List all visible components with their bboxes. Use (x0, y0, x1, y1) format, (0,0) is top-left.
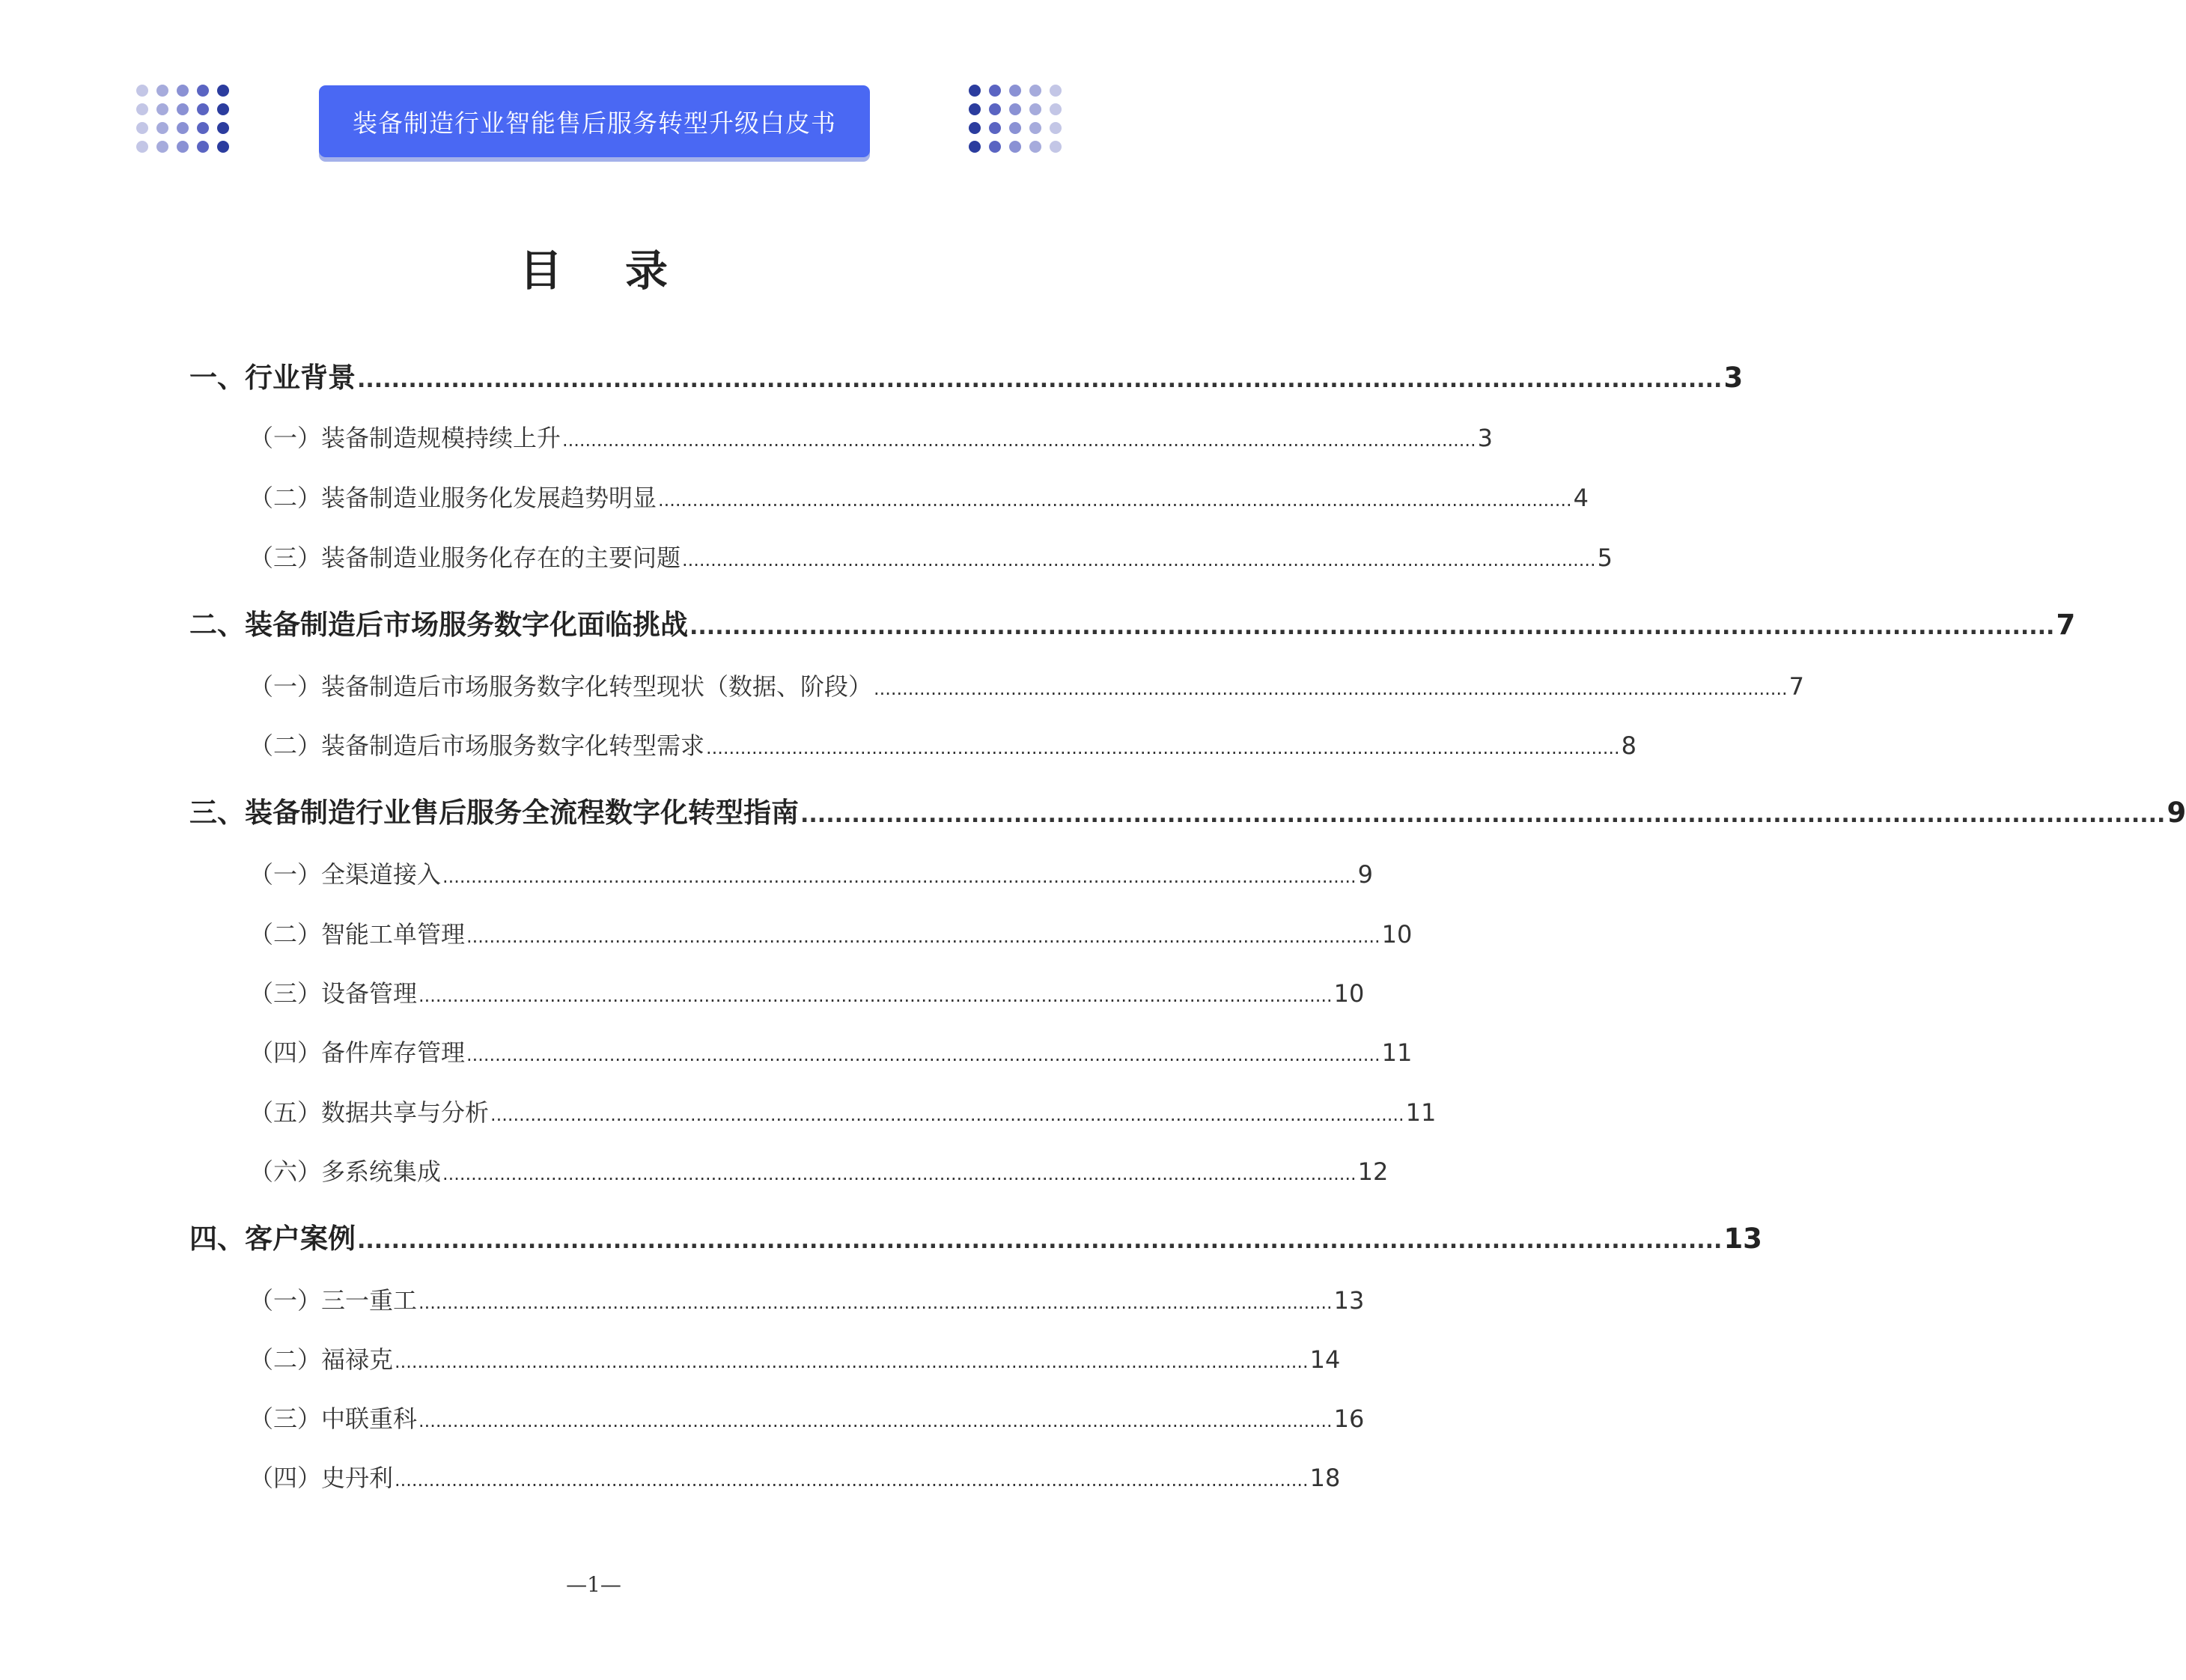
toc-entry-title: （二）福禄克 (249, 1345, 394, 1374)
toc-entry-section[interactable] (249, 668, 1804, 702)
toc-entry-title: 一、行业背景 (189, 362, 356, 394)
toc-entry-page: 10 (1381, 920, 1413, 949)
toc-dot-leader: ................................................................................................................................................................ (658, 490, 1572, 511)
toc-entry-page: 3 (1477, 424, 1493, 452)
toc-dot-leader: ................................................................................................................................................................ (800, 802, 2166, 828)
toc-entry-title: （三）装备制造业服务化存在的主要问题 (249, 544, 681, 572)
toc-dot-leader: ................................................................................................................................................................ (418, 1410, 1333, 1431)
toc-entry-page: 12 (1357, 1157, 1389, 1186)
toc-entry-section[interactable] (249, 1400, 1365, 1434)
toc-dot-leader: ................................................................................................................................................................ (418, 1292, 1333, 1313)
toc-entry-title: 三、装备制造行业售后服务全流程数字化转型指南 (189, 797, 799, 829)
toc-entry-title: （三）设备管理 (249, 979, 418, 1008)
toc-entry-page: 11 (1405, 1098, 1437, 1127)
toc-dot-leader: ................................................................................................................................................................ (357, 1228, 1723, 1254)
toc-dot-leader: ................................................................................................................................................................ (689, 614, 2055, 640)
toc-entry-section[interactable] (249, 1034, 1413, 1068)
page-number: —1— (566, 1572, 621, 1597)
toc-entry-page: 4 (1573, 484, 1589, 512)
toc-entry-title: 四、客户案例 (189, 1223, 356, 1255)
toc-entry-title: （一）装备制造后市场服务数字化转型现状（数据、阶段） (249, 672, 873, 701)
toc-entry-section[interactable] (249, 419, 1493, 454)
toc-entry-title: （四）备件库存管理 (249, 1038, 466, 1067)
toc-dot-leader: ................................................................................................................................................................ (490, 1104, 1404, 1125)
toc-entry-page: 13 (1333, 1286, 1365, 1315)
toc-entry-section[interactable] (249, 1153, 1389, 1187)
document-title: 装备制造行业智能售后服务转型升级白皮书 (353, 108, 836, 138)
toc-dot-leader: ................................................................................................................................................................ (418, 985, 1333, 1006)
toc-entry-page: 7 (1788, 672, 1804, 701)
toc-entry-page: 9 (2167, 797, 2186, 829)
toc-entry-page: 5 (1597, 544, 1613, 572)
toc-entry-section[interactable] (249, 916, 1413, 950)
toc-dot-leader: ................................................................................................................................................................ (682, 550, 1596, 570)
toc-dot-leader: ................................................................................................................................................................ (466, 1044, 1380, 1065)
toc-entry-title: （三）中联重科 (249, 1404, 418, 1433)
toc-dot-leader: ................................................................................................................................................................ (706, 737, 1620, 758)
toc-entry-page: 10 (1333, 979, 1365, 1008)
toc-entry-title: （一）三一重工 (249, 1286, 418, 1315)
toc-entry-page: 16 (1333, 1404, 1365, 1433)
toc-entry-section[interactable] (249, 539, 1613, 573)
toc-entry-page: 18 (1309, 1464, 1341, 1492)
toc-heading-char: 录 (625, 246, 668, 296)
toc-entry-title: （二）智能工单管理 (249, 920, 466, 949)
toc-entry-title: （二）装备制造后市场服务数字化转型需求 (249, 731, 705, 760)
toc-entry-page: 3 (1723, 362, 1744, 394)
toc-entry-title: （一）装备制造规模持续上升 (249, 424, 561, 452)
toc-dot-leader: ................................................................................................................................................................ (395, 1470, 1309, 1491)
toc-entry-chapter[interactable] (189, 602, 2076, 642)
toc-entry-title: （五）数据共享与分析 (249, 1098, 490, 1127)
toc-entry-page: 14 (1309, 1345, 1341, 1374)
toc-entry-section[interactable] (249, 1094, 1437, 1128)
toc-heading-char: 目 (520, 246, 562, 296)
toc-dot-leader: ................................................................................................................................................................ (874, 678, 1788, 699)
toc-entry-page: 7 (2056, 609, 2076, 641)
toc-dot-leader: ................................................................................................................................................................ (357, 367, 1723, 393)
toc-entry-section[interactable] (249, 856, 1373, 890)
toc-dot-leader: ................................................................................................................................................................ (395, 1351, 1309, 1372)
toc-entry-section[interactable] (249, 975, 1365, 1009)
toc-entry-title: （二）装备制造业服务化发展趋势明显 (249, 484, 657, 512)
toc-entry-section[interactable] (249, 1282, 1365, 1316)
toc-dot-leader: ................................................................................................................................................................ (442, 866, 1357, 887)
toc-entry-page: 11 (1381, 1038, 1413, 1067)
toc-dot-leader: ................................................................................................................................................................ (442, 1163, 1357, 1184)
toc-entry-title: （一）全渠道接入 (249, 860, 442, 889)
toc-entry-section[interactable] (249, 1341, 1341, 1375)
toc-entry-section[interactable] (249, 479, 1589, 514)
toc-entry-title: （四）史丹利 (249, 1464, 394, 1492)
toc-entry-chapter[interactable] (189, 355, 1744, 395)
toc-dot-leader: ................................................................................................................................................................ (562, 430, 1476, 451)
toc-entry-title: （六）多系统集成 (249, 1157, 442, 1186)
toc-entry-chapter[interactable] (189, 1216, 1762, 1256)
toc-entry-section[interactable] (249, 727, 1637, 761)
toc-entry-chapter[interactable] (189, 790, 2186, 830)
toc-entry-page: 8 (1621, 731, 1637, 760)
toc-entry-title: 二、装备制造后市场服务数字化面临挑战 (189, 609, 688, 641)
toc-dot-leader: ................................................................................................................................................................ (466, 926, 1380, 947)
toc-entry-page: 9 (1357, 860, 1373, 889)
toc-entry-page: 13 (1723, 1223, 1762, 1255)
toc-entry-section[interactable] (249, 1459, 1341, 1494)
